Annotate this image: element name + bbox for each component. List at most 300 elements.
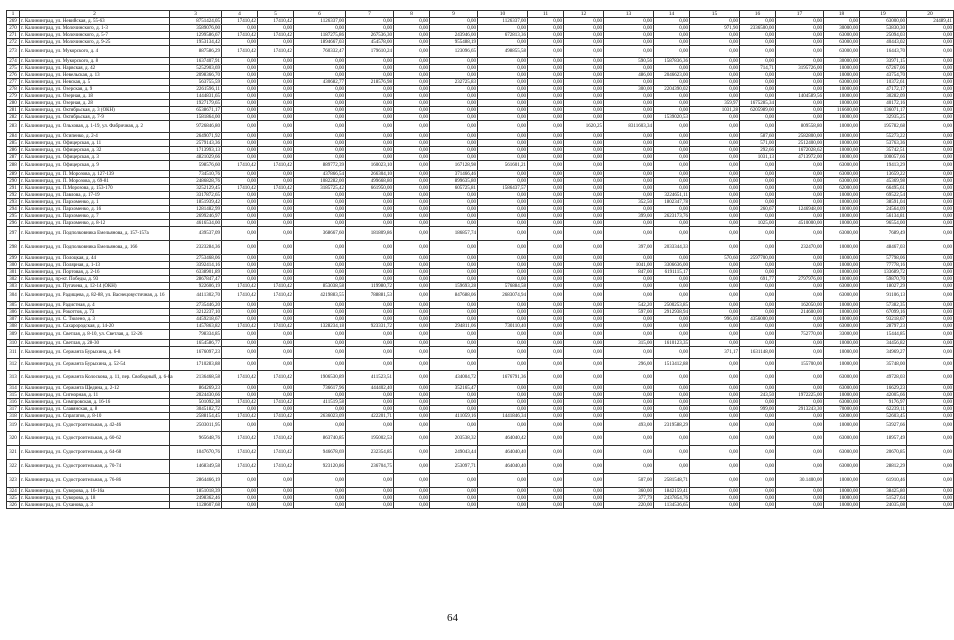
value-cell: 0,00 [604,276,654,283]
value-cell: 17410,42 [258,32,294,39]
row-number-cell: 269 [7,18,20,25]
value-cell: 0,00 [907,371,954,385]
value-cell: 30.1400,00 [776,474,824,488]
value-cell: 0,00 [690,323,740,330]
value-cell: 0,00 [528,347,564,359]
address-cell: г. Калининград, ул. Судостроительная, д. 70-74 [20,460,170,474]
value-cell: 0,00 [740,32,776,39]
column-number-cell: 19 [860,11,907,18]
value-cell: 0,00 [258,121,294,133]
value-cell: 6538671,17 [170,107,222,114]
value-cell: 0,00 [394,269,430,276]
value-cell: 93218,67 [860,316,907,323]
value-cell: 0,00 [430,93,478,100]
value-cell: 0,00 [740,420,776,432]
value-cell: 2323284,36 [170,241,222,255]
value-cell: 0,00 [258,100,294,107]
value-cell: 0,00 [528,121,564,133]
address-cell: г. Калининград, ул. П. Морозова, д. 69-81 [20,178,170,185]
address-cell: г. Калининград, ул. Судостроительная, д. 60-62 [20,432,170,446]
value-cell: 0,00 [907,46,954,58]
value-cell: 0,00 [528,140,564,147]
value-cell: 0,00 [346,121,394,133]
value-cell: 17410,42 [222,290,258,302]
value-cell: 0,00 [907,255,954,262]
value-cell: 0,00 [394,161,430,171]
value-cell: 0,00 [294,347,346,359]
value-cell: 0,00 [258,262,294,269]
value-cell: 0,00 [346,58,394,65]
value-cell: 0,00 [654,290,690,302]
value-cell: 0,00 [528,359,564,371]
value-cell: 6338901,89 [170,269,222,276]
value-cell: 30282,09 [860,93,907,100]
value-cell: 66495,61 [860,185,907,192]
value-cell: 889772,39 [294,161,346,171]
value-cell: 0,00 [776,255,824,262]
table-row [7,121,954,133]
value-cell: 0,00 [740,330,776,340]
value-cell: 167128,98 [430,161,478,171]
value-cell: 0,00 [478,488,528,495]
value-cell: 0,00 [907,121,954,133]
value-cell: 0,00 [604,79,654,86]
row-number-cell: 293 [7,199,20,206]
value-cell: 133689,72 [860,269,907,276]
value-cell: 0,00 [740,192,776,199]
value-cell: 0,00 [528,406,564,413]
value-cell: 0,00 [222,255,258,262]
value-cell: 0,00 [690,432,740,446]
value-cell: 0,00 [394,302,430,309]
value-cell: 0,00 [222,199,258,206]
value-cell: 571,00 [740,140,776,147]
value-cell: 0,00 [564,206,604,213]
value-cell: 0,00 [907,178,954,185]
value-cell: 17410,42 [222,161,258,171]
value-cell: 10000,00 [824,474,860,488]
value-cell: 0,00 [528,323,564,330]
address-cell: г. Калининград, ул. Молочинского, д. 9-25 [20,39,170,46]
value-cell: 0,00 [690,86,740,93]
value-cell: 63000,00 [824,46,860,58]
value-cell: 0,00 [222,72,258,79]
value-cell: 0,00 [394,323,430,330]
value-cell: 10000,00 [824,154,860,161]
value-cell: 0,00 [222,86,258,93]
row-number-cell: 294 [7,206,20,213]
address-cell: г. Калининград, ул. Озерская, д. 9 [20,86,170,93]
row-number-cell: 285 [7,140,20,147]
value-cell: 0,00 [258,495,294,502]
value-cell: 0,00 [907,392,954,399]
value-cell: 0,00 [654,178,690,185]
value-cell: 232470,00 [776,241,824,255]
value-cell: 0,00 [478,58,528,65]
table-row [7,161,954,171]
value-cell: 0,00 [258,330,294,340]
value-cell: 0,00 [346,18,394,25]
value-cell: 0,00 [394,79,430,86]
address-cell: г. Калининград, ул. С. Тюлено, д. 3 [20,316,170,323]
value-cell: 0,00 [258,107,294,114]
value-cell: 0,00 [604,371,654,385]
value-cell: 218576,98 [346,79,394,86]
value-cell: 0,00 [528,100,564,107]
value-cell: 35742,51 [860,147,907,154]
value-cell: 17410,42 [222,432,258,446]
value-cell: 0,00 [222,114,258,121]
value-cell: 10000,00 [824,140,860,147]
column-number-cell: 12 [564,11,604,18]
value-cell: 0,00 [394,32,430,39]
value-cell: 0,00 [346,154,394,161]
value-cell: 0,00 [346,86,394,93]
value-cell: 0,00 [478,107,528,114]
value-cell: 0,00 [478,330,528,340]
value-cell: 0,00 [740,79,776,86]
value-cell: 17410,42 [258,399,294,406]
value-cell: 2597700,00 [740,255,776,262]
address-cell: г. Калининград, ул. Пархоменко, д. 8-12 [20,220,170,227]
value-cell: 0,00 [478,220,528,227]
value-cell: 0,00 [776,446,824,460]
value-cell: 0,00 [907,140,954,147]
value-cell: 0,00 [740,340,776,347]
table-row [7,192,954,199]
value-cell: 0,00 [258,140,294,147]
value-cell: 0,00 [654,154,690,161]
value-cell: 6205989,00 [740,107,776,114]
value-cell: 0,00 [528,316,564,323]
address-cell: г. Калининград, ул. Пархоменко, д. 1 [20,199,170,206]
value-cell: 17410,42 [222,185,258,192]
value-cell: 0,00 [346,241,394,255]
value-cell: 1299586,67 [170,32,222,39]
table-row [7,399,954,406]
value-cell: 0,00 [690,185,740,192]
value-cell: 17410,42 [258,283,294,290]
row-number-cell: 311 [7,347,20,359]
value-cell: 1513412,88 [654,359,690,371]
value-cell: 0,00 [346,213,394,220]
address-cell: г. Калининград, ул. Сержанта Бурыхина, д. 6-8 [20,347,170,359]
value-cell: 999,00 [740,406,776,413]
value-cell: 0,00 [294,392,346,399]
value-cell: 0,00 [604,385,654,392]
value-cell: 0,00 [258,192,294,199]
value-cell: 10000,00 [824,255,860,262]
value-cell: 0,00 [907,86,954,93]
value-cell: 2261596,11 [170,86,222,93]
value-cell: 0,00 [528,107,564,114]
value-cell: 20670,85 [860,446,907,460]
value-cell: 0,00 [776,269,824,276]
address-cell: г. Калининград, ул. Ольховая, д. 1-19, ул. Фабричная, д. 2 [20,121,170,133]
table-row [7,323,954,330]
value-cell: 0,00 [478,495,528,502]
table-row [7,227,954,241]
value-cell: 4821029,66 [170,154,222,161]
value-cell: 0,00 [907,185,954,192]
value-cell: 3306636,00 [654,262,690,269]
value-cell: 0,00 [394,65,430,72]
value-cell: 0,00 [740,114,776,121]
address-cell: г. Калининград, ул. П.Морозова, д. 153-170 [20,185,170,192]
value-cell: 0,00 [394,114,430,121]
table-row [7,340,954,347]
value-cell: 0,00 [654,107,690,114]
value-cell: 1128607,68 [170,502,222,509]
value-cell: 0,00 [740,502,776,509]
value-cell: 0,00 [430,392,478,399]
value-cell: 0,00 [528,340,564,347]
value-cell: 56134,81 [860,213,907,220]
value-cell: 0,00 [528,185,564,192]
register-table [6,10,954,509]
table-row [7,220,954,227]
value-cell: 0,00 [564,58,604,65]
value-cell: 0,00 [654,100,690,107]
value-cell: 0,00 [907,474,954,488]
value-cell: 0,00 [564,161,604,171]
value-cell: 1581864,00 [170,114,222,121]
value-cell: 0,00 [907,32,954,39]
value-cell: 0,00 [776,72,824,79]
value-cell: 0,00 [907,220,954,227]
value-cell: 17410,42 [258,371,294,385]
value-cell: 0,00 [528,446,564,460]
value-cell: 0,00 [564,495,604,502]
value-cell: 30000,00 [824,25,860,32]
value-cell: 0,00 [258,147,294,154]
value-cell: 1404589,56 [776,93,824,100]
value-cell: 0,00 [604,290,654,302]
value-cell: 0,00 [907,25,954,32]
value-cell: 0,00 [740,46,776,58]
value-cell: 0,00 [690,385,740,392]
column-number-cell: 5 [258,11,294,18]
value-cell: 2498362,46 [170,495,222,502]
value-cell: 0,00 [907,241,954,255]
value-cell: 0,00 [740,359,776,371]
value-cell: 946678,69 [294,446,346,460]
value-cell: 0,00 [776,114,824,121]
value-cell: 0,00 [394,406,430,413]
value-cell: 0,00 [690,93,740,100]
value-cell: 0,00 [394,276,430,283]
value-cell: 4459218,67 [170,316,222,323]
value-cell: 10000,00 [824,241,860,255]
value-cell: 2500253,85 [654,302,690,309]
value-cell: 0,00 [430,488,478,495]
row-number-cell: 280 [7,100,20,107]
value-cell: 0,00 [604,65,654,72]
value-cell: 0,00 [740,86,776,93]
address-cell: г. Калининград, ул. Офицерская, д. 11 [20,140,170,147]
value-cell: 0,00 [740,413,776,420]
value-cell: 15444,85 [860,330,907,340]
value-cell: 0,00 [654,171,690,178]
value-cell: 0,00 [654,39,690,46]
row-number-cell: 307 [7,316,20,323]
value-cell: 0,00 [564,107,604,114]
value-cell: 0,00 [430,18,478,25]
value-cell: 17410,42 [222,399,258,406]
value-cell: 0,00 [690,161,740,171]
value-cell: 0,00 [654,392,690,399]
value-cell: 0,00 [604,460,654,474]
value-cell: 232725,83 [430,79,478,86]
value-cell: 1539020,53 [654,114,690,121]
value-cell: 598576,60 [170,161,222,171]
row-number-cell: 313 [7,371,20,385]
value-cell: 0,00 [690,371,740,385]
value-cell: 0,00 [654,185,690,192]
value-cell: 17410,42 [258,446,294,460]
value-cell: 0,00 [528,413,564,420]
value-cell: 116600,00 [824,107,860,114]
address-cell: г. Калининград, ул. Симпровская, д. 16-16 [20,399,170,406]
value-cell: 0,00 [258,241,294,255]
value-cell: 0,00 [654,413,690,420]
value-cell: 0,00 [740,227,776,241]
value-cell: 0,00 [776,340,824,347]
column-number-cell: 1 [7,11,20,18]
value-cell: 714,71 [740,65,776,72]
value-cell: 0,00 [294,58,346,65]
value-cell: 0,00 [654,220,690,227]
value-cell: 61910,46 [860,474,907,488]
value-cell: 3224651,11 [654,192,690,199]
value-cell: 0,00 [346,192,394,199]
value-cell: 10372,61 [860,79,907,86]
value-cell: 0,00 [528,502,564,509]
value-cell: 0,00 [430,330,478,340]
value-cell: 352,50 [604,199,654,206]
value-cell: 0,00 [907,206,954,213]
value-cell: 7689,49 [860,227,907,241]
value-cell: 0,00 [690,241,740,255]
value-cell: 0,00 [478,227,528,241]
value-cell: 0,00 [394,154,430,161]
value-cell: 9176,97 [860,399,907,406]
value-cell: 0,00 [258,316,294,323]
value-cell: 0,00 [346,399,394,406]
value-cell: 0,00 [430,100,478,107]
value-cell: 0,00 [528,93,564,100]
value-cell: 0,00 [294,220,346,227]
value-cell: 0,00 [222,340,258,347]
value-cell: 0,00 [776,192,824,199]
value-cell: 0,00 [654,323,690,330]
value-cell: 0,00 [776,432,824,446]
value-cell: 3392414,16 [170,262,222,269]
value-cell: 4411302,70 [170,290,222,302]
value-cell: 3195726,00 [776,65,824,72]
value-cell: 0,00 [258,488,294,495]
value-cell: 0,00 [394,72,430,79]
value-cell: 730110,40 [478,323,528,330]
value-cell: 25094,03 [860,32,907,39]
value-cell: 0,00 [528,399,564,406]
row-number-cell: 286 [7,147,20,154]
value-cell: 439537,09 [170,227,222,241]
value-cell: 0,00 [430,114,478,121]
value-cell: 0,00 [222,154,258,161]
value-cell: 19413,29 [860,161,907,171]
value-cell: 0,00 [654,446,690,460]
value-cell: 0,00 [604,255,654,262]
table-row [7,290,954,302]
value-cell: 0,00 [776,316,824,323]
value-cell: 0,00 [222,133,258,140]
value-cell: 57382,35 [860,302,907,309]
table-row [7,206,954,213]
address-cell: г. Калининград, ул. Невельская, д. 13 [20,72,170,79]
value-cell: 0,00 [394,432,430,446]
table-row [7,140,954,147]
value-cell: 67267,06 [860,65,907,72]
value-cell: 0,00 [294,114,346,121]
value-cell: 0,00 [346,262,394,269]
value-cell: 0,00 [690,446,740,460]
value-cell: 4510000,00 [776,220,824,227]
value-cell: 179610,24 [346,46,394,58]
value-cell: 0,00 [690,406,740,413]
value-cell: 922606,19 [170,283,222,290]
value-cell: 0,00 [528,302,564,309]
value-cell: 0,00 [346,340,394,347]
value-cell: 0,00 [604,220,654,227]
value-cell: 352165,47 [430,385,478,392]
value-cell: 63000,00 [824,371,860,385]
row-number-cell: 315 [7,392,20,399]
value-cell: 0,00 [564,269,604,276]
value-cell: 507,00 [604,474,654,488]
value-cell: 454578,00 [346,39,394,46]
value-cell: 0,00 [690,199,740,206]
value-cell: 0,00 [604,133,654,140]
table-row [7,302,954,309]
value-cell: 0,00 [294,262,346,269]
address-cell: г. Калининград, ул. Сержанта Бурыхина, д. 52-54 [20,359,170,371]
value-cell: 0,00 [294,359,346,371]
value-cell: 0,00 [907,330,954,340]
value-cell: 0,00 [394,283,430,290]
value-cell: 10000,00 [824,502,860,509]
value-cell: 0,00 [346,330,394,340]
value-cell: 0,00 [294,309,346,316]
value-cell: 0,00 [690,330,740,340]
value-cell: 0,00 [564,140,604,147]
value-cell: 63000,00 [824,32,860,39]
value-cell: 0,00 [222,93,258,100]
value-cell: 0,00 [528,371,564,385]
value-cell: 0,00 [564,371,604,385]
value-cell: 0,00 [258,309,294,316]
value-cell: 2486828,76 [170,178,222,185]
value-cell: 0,00 [528,262,564,269]
value-cell: 100057,66 [860,154,907,161]
value-cell: 0,00 [564,39,604,46]
value-cell: 0,00 [564,178,604,185]
value-cell: 0,00 [690,220,740,227]
value-cell: 971,90 [690,25,740,32]
value-cell: 0,00 [604,25,654,32]
value-cell: 0,00 [690,178,740,185]
value-cell: 672813,36 [478,32,528,39]
